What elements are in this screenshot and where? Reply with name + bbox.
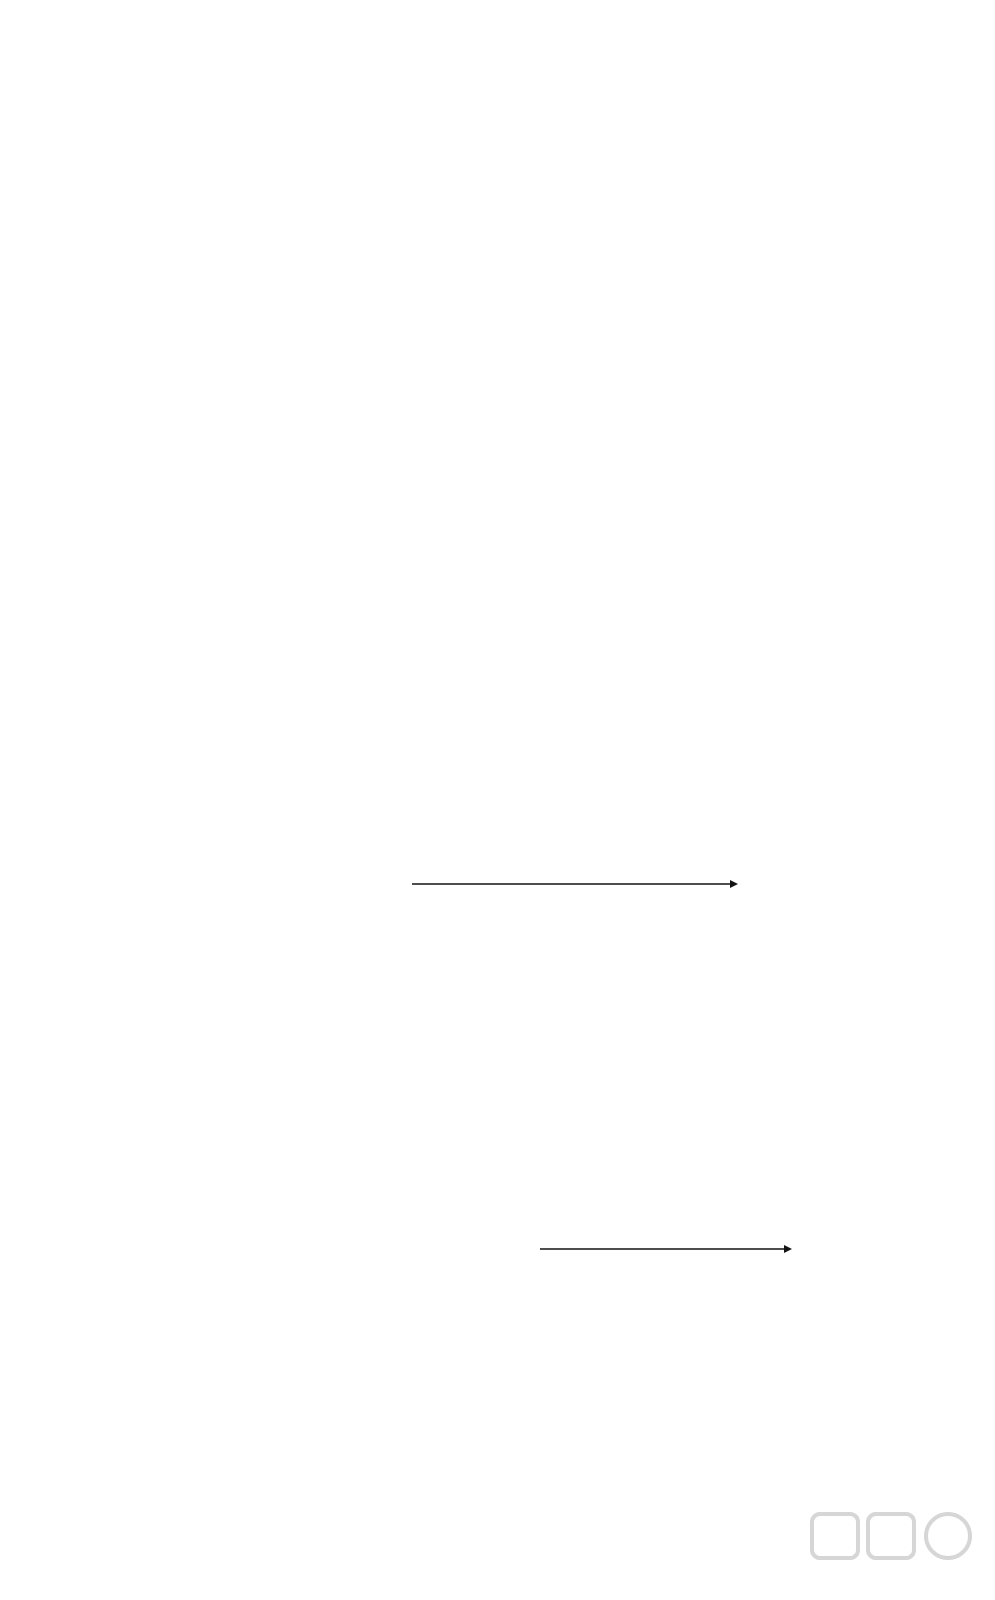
watermark [808,1508,988,1594]
axis-arrow [730,880,738,888]
axis-arrow [784,1245,792,1253]
watermark-logo [808,1508,988,1564]
number-line-1 [408,852,793,916]
number-line-2 [540,1230,795,1270]
